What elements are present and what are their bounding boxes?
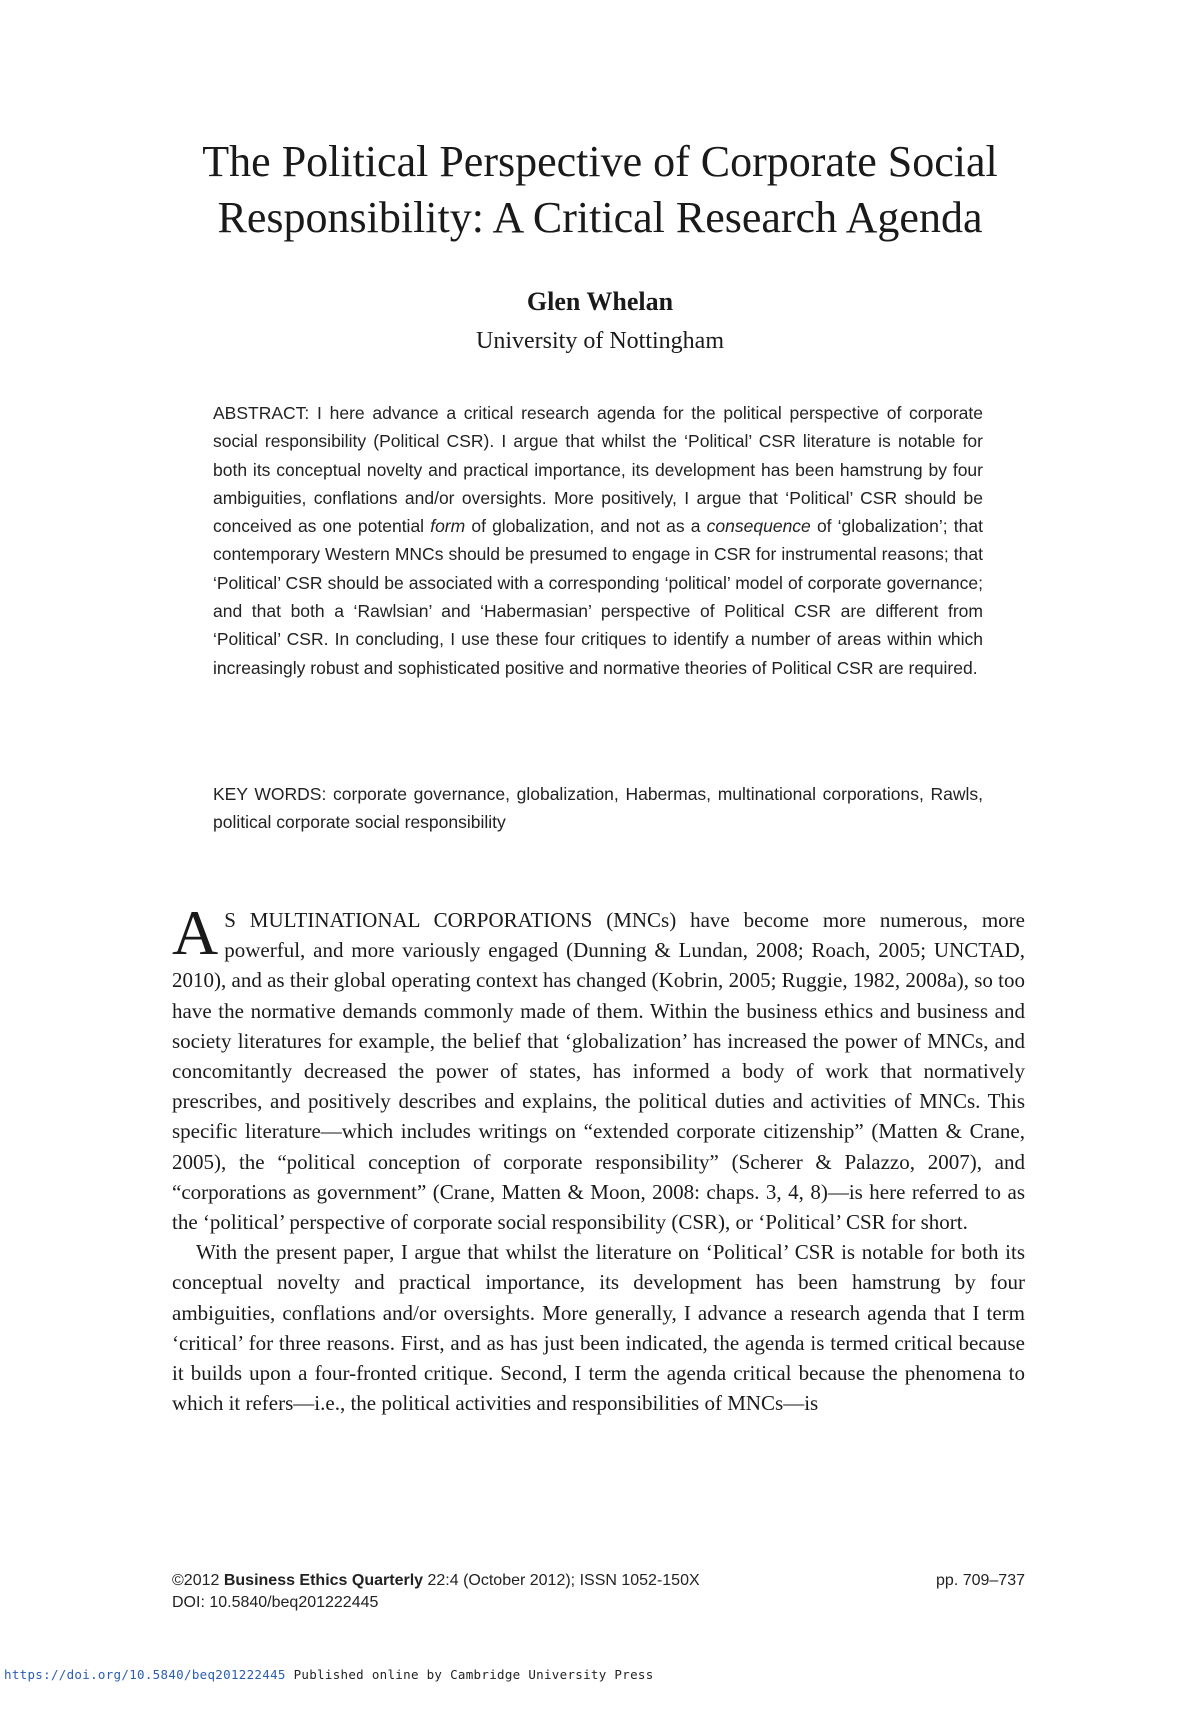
- keywords-label: KEY WORDS:: [213, 784, 327, 804]
- abstract-text-3: of ‘globalization’; that contemporary Western MNCs should be presumed to engage in CSR for instrumental reasons; that ‘Political’ CSR should be associated with a corresponding ‘political’ model of corporate governance; and that both a ‘Rawlsian’ and ‘Habermasian’ perspective of Political CSR are different from ‘Political’ CSR. In concluding, I use these four critiques to identify a number of areas within which increasingly robust and sophisticated positive and normative theories of Political CSR are required.: [213, 516, 983, 678]
- abstract-text-1: I here advance a critical research agenda for the political perspective of corporate social responsibility (Political CSR). I argue that whilst the ‘Political’ CSR literature is notable for both its conceptual novelty and practical importance, its development has been hamstrung by four ambiguities, conflations and/or oversights. More positively, I argue that ‘Political’ CSR should be conceived as one potential: [213, 403, 983, 537]
- body-paragraph-2: With the present paper, I argue that whilst the literature on ‘Political’ CSR is notable for both its conceptual novelty and practical importance, its development has been hamstrung by four ambiguities, conflations and/or oversights. More generally, I advance a research agenda that I term ‘critical’ for three reasons. First, and as has just been indicated, the agenda is termed critical because it builds upon a four-fronted critique. Second, I term the agenda critical because the phenomena to which it refers—i.e., the political activities and responsibilities of MNCs—is: [172, 1240, 1025, 1416]
- title-line-2: Responsibility: A Critical Research Agenda: [217, 193, 983, 242]
- title-line-1: The Political Perspective of Corporate Social: [202, 137, 998, 186]
- page-range: pp. 709–737: [936, 1572, 1025, 1589]
- abstract-italic-form: form: [430, 516, 466, 537]
- journal-name: Business Ethics Quarterly: [223, 1572, 424, 1589]
- doi-link[interactable]: https://doi.org/10.5840/beq201222445: [4, 1667, 286, 1682]
- body-paragraph-1: [172, 897, 1025, 1237]
- issue-info: 22:4 (October 2012); ISSN 1052-150X: [427, 1572, 700, 1589]
- author-name: Glen Whelan: [526, 287, 674, 316]
- keywords: [213, 780, 983, 837]
- article-title: [150, 134, 1050, 246]
- abstract-label: ABSTRACT:: [213, 403, 310, 423]
- copyright: ©2012: [172, 1572, 220, 1589]
- abstract: [213, 399, 983, 682]
- abstract-text-2: of globalization, and not as a: [471, 516, 701, 537]
- drop-cap: A: [172, 897, 219, 968]
- citation-line: [172, 1570, 1025, 1592]
- published-online-note: Published online by Cambridge University Press: [293, 1667, 654, 1682]
- abstract-italic-consequence: consequence: [706, 516, 811, 537]
- doi: DOI: 10.5840/beq201222445: [172, 1594, 379, 1611]
- body-paragraph-1-text: S MULTINATIONAL CORPORATIONS (MNCs) have become more numerous, more powerful, and more variously engaged (Dunning & Lundan, 2008; Roach, 2005; UNCTAD, 2010), and as their global operating context has changed (Kobrin, 2005; Ruggie, 1982, 2008a), so too have the normative demands commonly made of them. Within the business ethics and business and society literatures for example, the belief that ‘globalization’ has increased the power of MNCs, and concomitantly decreased the power of states, has informed a body of work that normatively prescribes, and positively describes and explains, the political duties and activities of MNCs. This specific literature—which includes writings on “extended corporate citizenship” (Matten & Crane, 2005), the “political conception of corporate responsibility” (Scherer & Palazzo, 2007), and “corporations as government” (Crane, Matten & Moon, 2008: chaps. 3, 4, 8)—is here referred to as the ‘political’ perspective of corporate social responsibility (CSR), or ‘Political’ CSR for short.: [172, 908, 1025, 1235]
- article-body: [172, 897, 1025, 1418]
- page-source-line: [4, 1667, 654, 1682]
- journal-footer: [172, 1570, 1025, 1614]
- keywords-text: corporate governance, globalization, Habermas, multinational corporations, Rawls, political corporate social responsibility: [213, 784, 983, 833]
- author-affiliation: University of Nottingham: [476, 328, 724, 354]
